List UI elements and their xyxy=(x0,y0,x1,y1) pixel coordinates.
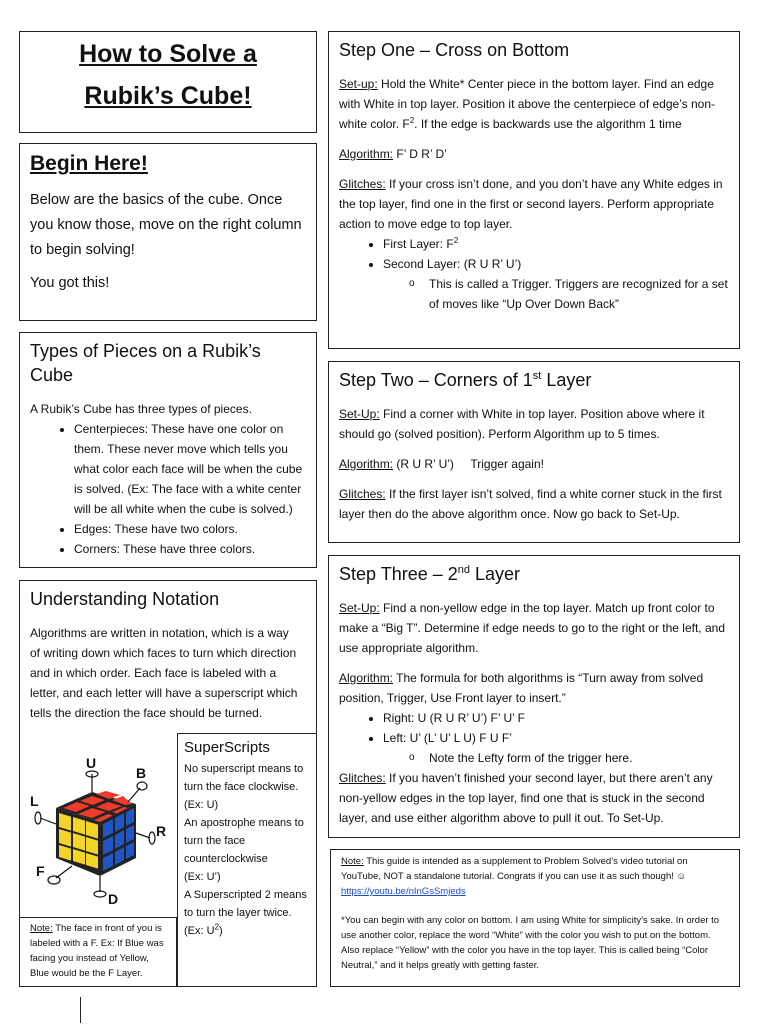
begin-text: Below are the basics of the cube. Once you know those, move on the right column to begin solving! xyxy=(30,192,302,258)
note-text: The face in front of you is labeled with a F. Ex: If Blue was facing you instead of Yellow, Blue would be the F Layer. xyxy=(30,923,164,979)
video-link[interactable]: https://youtu.be/nInGsSmjeds xyxy=(341,886,466,897)
step-one-algorithm: Algorithm: F’ D R’ D’ xyxy=(339,147,447,161)
cube-label-d: D xyxy=(108,891,119,907)
superscript-apostrophe: An apostrophe means to turn the face counterclockwise xyxy=(184,817,304,865)
step-one-setup: Set-up: Hold the White* Center piece in the bottom layer. Find an edge with White in top layer. Position it above the centerpiece of edge’s non-white color. $F^2$. If the edge is backwards use the algorithm 1 time xyxy=(339,77,716,131)
front-face-note xyxy=(20,917,177,987)
types-intro: A Rubik’s Cube has three types of pieces. xyxy=(30,402,252,416)
step-one-list xyxy=(339,234,729,274)
step-one-sublist xyxy=(339,274,729,314)
list-item: • Edges: These have two colors. xyxy=(74,519,306,539)
list-item: • Centerpieces: These have one color on them. These never move which tells you what color each face will be when the cube is solved. (Ex: The face with a white center will be all white when the cube is solved.) xyxy=(74,419,306,519)
cube-label-f: F xyxy=(36,863,45,879)
title-box xyxy=(19,31,317,133)
step-three-glitches: Glitches: If you haven’t finished your second layer, but there aren’t any non-yellow edges in the top layer, find one that is stuck in the second layer, and use either algorithm above to pull it out. To Set-Up. xyxy=(339,771,713,825)
step-three-algorithm: Algorithm: The formula for both algorithms is “Turn away from solved position, Trigger, Use Front layer to insert.” xyxy=(339,671,704,705)
list-item: o Note the Lefty form of the trigger here. xyxy=(409,748,729,768)
step-three-setup: Set-Up: Find a non-yellow edge in the top layer. Match up front color to make a “Big T”. Determine if edge needs to go to the right or the left, and use appropriate algorithm. xyxy=(339,601,725,655)
notation-box xyxy=(19,580,317,987)
types-heading: Types of Pieces on a Rubik’s Cube xyxy=(30,341,261,385)
list-item: o This is called a Trigger. Triggers are recognized for a set of moves like “Up Over Down Back” xyxy=(409,274,729,314)
step-two-algorithm: Algorithm: (R U R’ U’) Trigger again! xyxy=(339,457,544,471)
superscript-none: No superscript means to turn the face clockwise. xyxy=(184,763,304,793)
begin-cheer: You got this! xyxy=(30,275,110,291)
cube-body xyxy=(56,791,136,876)
superscript-apostrophe-example: (Ex: U’) xyxy=(184,871,221,883)
list-item: • Right: U (R U R’ U’) F’ U’ F xyxy=(383,708,729,728)
notation-text: Algorithms are written in notation, which is a way of writing down which faces to turn which direction and in which order. Each face is labeled with a letter, and each letter will have a superscript which tells the direction the face should be turned. xyxy=(30,626,298,720)
begin-heading: Begin Here! xyxy=(30,152,148,175)
types-list xyxy=(30,419,306,559)
list-item: • Corners: These have three colors. xyxy=(74,539,306,559)
cube-diagram xyxy=(28,758,168,908)
step-three-heading: Step Three – 2nd Layer xyxy=(339,564,521,584)
list-item: • Second Layer: (R U R’ U’) xyxy=(383,254,729,274)
superscript-two: A Superscripted 2 means to turn the layer twice. xyxy=(184,889,307,919)
guide-note: Note: This guide is intended as a supplement to Problem Solved’s video tutorial on YouTube, NOT a standalone tutorial. Congrats if you can use it as such though! ☺ xyxy=(341,856,688,882)
step-one-heading: Step One – Cross on Bottom xyxy=(339,40,570,60)
step-two-box xyxy=(328,361,740,543)
step-two-setup: Set-Up: Find a corner with White in top layer. Position above where it should go (solved position). Perform Algorithm up to 5 times. xyxy=(339,407,705,441)
step-three-sublist xyxy=(339,748,729,768)
page-title-line1: How to Solve a xyxy=(79,40,257,68)
list-item: • Left: U’ (L’ U’ L U) F U F’ xyxy=(383,728,729,748)
page-margin-line xyxy=(80,997,81,1023)
superscripts-heading: SuperScripts xyxy=(184,739,270,756)
superscript-none-example: (Ex: U) xyxy=(184,799,219,811)
guide-note-box xyxy=(330,849,740,987)
cube-label-b: B xyxy=(136,765,147,781)
step-one-box xyxy=(328,31,740,349)
superscript-two-example: (Ex: $U^2$) xyxy=(184,922,223,937)
cube-label-l: L xyxy=(30,793,39,809)
step-two-glitches: Glitches: If the first layer isn’t solved, find a white corner stuck in the first layer then do the above algorithm once. Now go back to Set-Up. xyxy=(339,487,722,521)
step-three-box xyxy=(328,555,740,838)
page-title-line2: Rubik’s Cube! xyxy=(84,82,252,110)
color-neutral-footnote: *You can begin with any color on bottom. I am using White for simplicity’s sake. In order to use another color, replace the word “White” with the color you wish to put on the bottom. Also replace “Yellow” with the color you have in the top layer. This is called being “Color Neutral,” and it helps greatly with getting faster. xyxy=(341,915,720,971)
cube-label-u: U xyxy=(86,758,97,771)
step-one-glitches: Glitches: If your cross isn’t done, and you don’t have any White edges in the top layer, find one in the first or second layers. Perform appropriate action to move edge to top layer. xyxy=(339,177,723,231)
list-item: • First Layer: $F^2$ xyxy=(383,234,729,254)
begin-here-box xyxy=(19,143,317,321)
cube-label-r: R xyxy=(156,823,167,839)
types-box xyxy=(19,332,317,568)
notation-heading: Understanding Notation xyxy=(30,589,220,609)
step-three-list xyxy=(339,708,729,748)
step-two-heading: Step Two – Corners of 1st Layer xyxy=(339,370,592,390)
superscripts-box xyxy=(177,733,317,987)
note-label: Note: xyxy=(30,923,53,934)
